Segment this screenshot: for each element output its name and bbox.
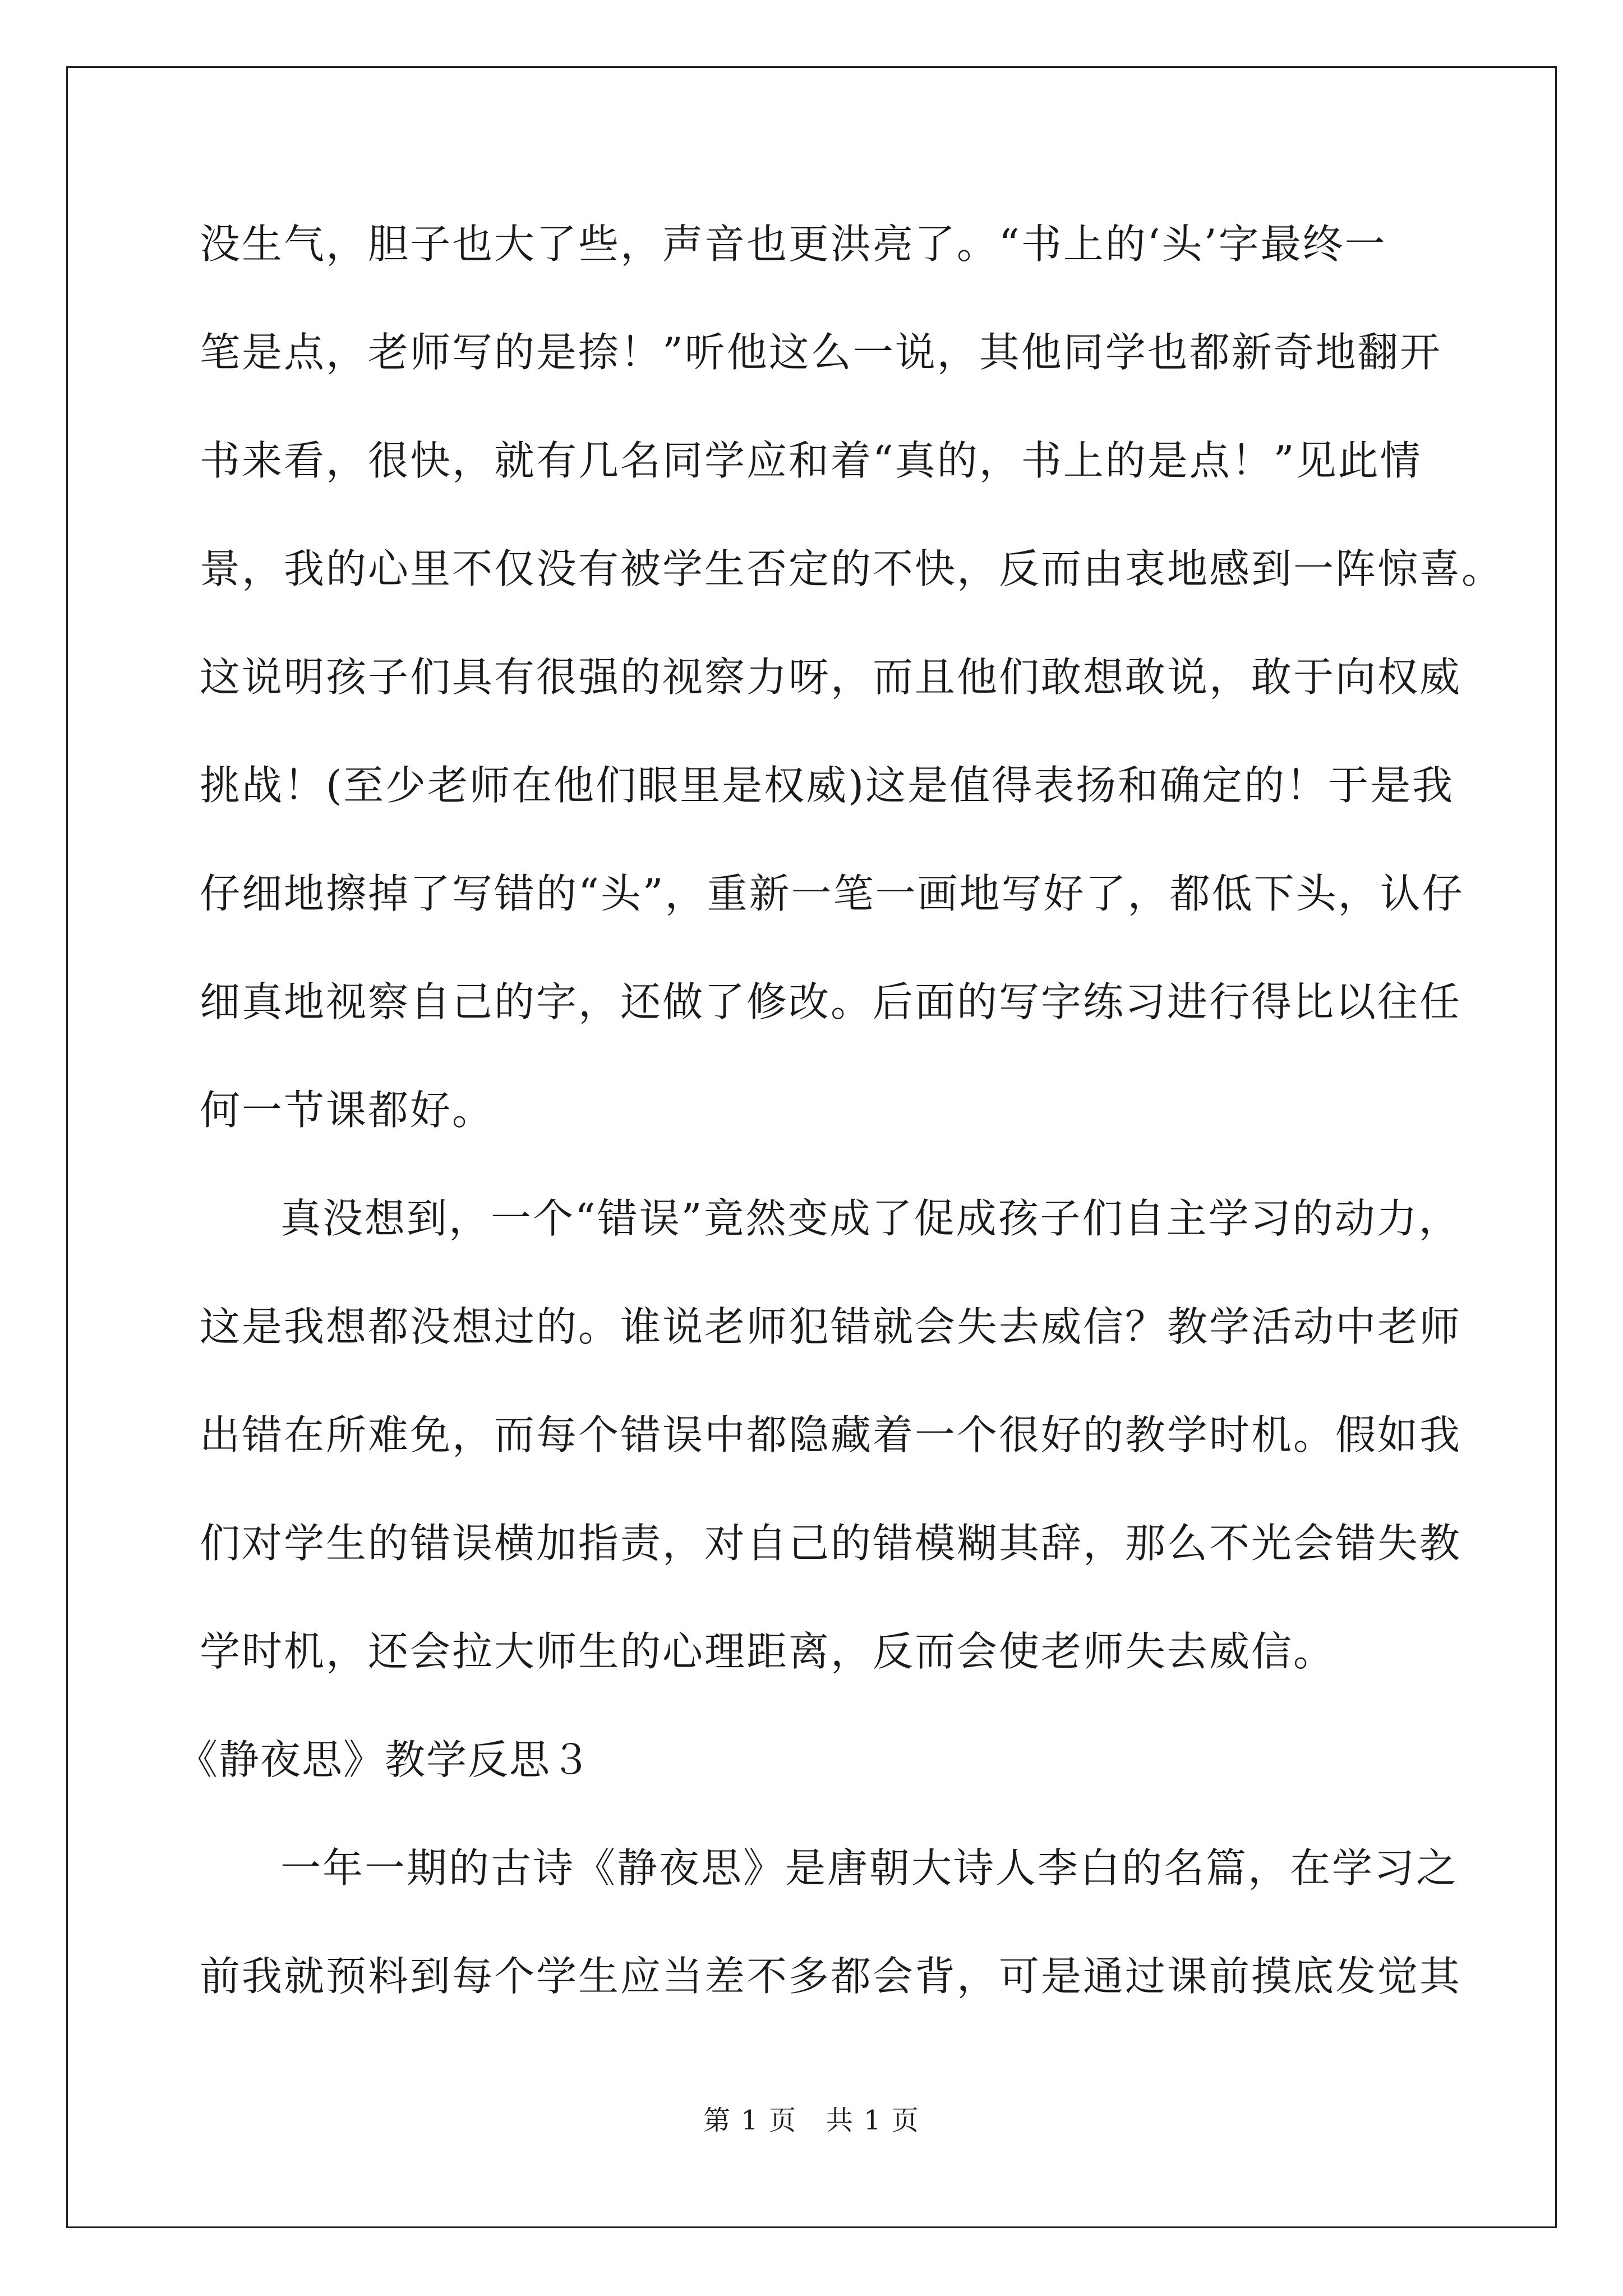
text-line: 何一节课都好。 — [200, 1087, 495, 1134]
text-line: 挑战！(至少老师在他们眼里是权威)这是值得表扬和确定的！于是我 — [200, 762, 1455, 809]
text-line: 出错在所难免，而每个错误中都隐藏着一个很好的教学时机。假如我 — [200, 1411, 1462, 1458]
text-line: 们对学生的错误横加指责，对自己的错模糊其辞，那么不光会错失教 — [200, 1520, 1462, 1567]
text-line: 没生气，胆子也大了些，声音也更洪亮了。“书上的‘头’字最终一 — [200, 220, 1387, 268]
text-line: 这是我想都没想过的。谁说老师犯错就会失去威信？教学活动中老师 — [200, 1303, 1462, 1350]
text-line: 前我就预料到每个学生应当差不多都会背，可是通过课前摸底发觉其 — [200, 1953, 1462, 2000]
text-line: 笔是点，老师写的是捺！”听他这么一说，其他同学也都新奇地翻开 — [200, 329, 1442, 376]
text-line: 细真地视察自己的字，还做了修改。后面的写字练习进行得比以往任 — [200, 978, 1462, 1025]
document-body — [177, 216, 1504, 2056]
text-line: 景，我的心里不仅没有被学生否定的不快，反而由衷地感到一阵惊喜。 — [200, 545, 1504, 592]
paragraph-start-line: 真没想到，一个“错误”竟然变成了促成孩子们自主学习的动力， — [280, 1195, 1461, 1242]
text-line: 学时机，还会拉大师生的心理距离，反而会使老师失去威信。 — [200, 1628, 1336, 1675]
text-line: 仔细地擦掉了写错的“头”，重新一笔一画地写好了，都低下头，认仔 — [200, 870, 1464, 917]
section-heading: 《静夜思》教学反思３ — [177, 1736, 593, 1783]
paragraph-start-line: 一年一期的古诗《静夜思》是唐朝大诗人李白的名篇，在学习之 — [280, 1844, 1459, 1892]
text-line: 这说明孩子们具有很强的视察力呀，而且他们敢想敢说，敢于向权威 — [200, 654, 1462, 701]
text-line: 书来看，很快，就有几名同学应和着“真的，书上的是点！”见此情 — [200, 437, 1422, 484]
page-footer: 第 1 页 共 1 页 — [703, 2105, 920, 2136]
